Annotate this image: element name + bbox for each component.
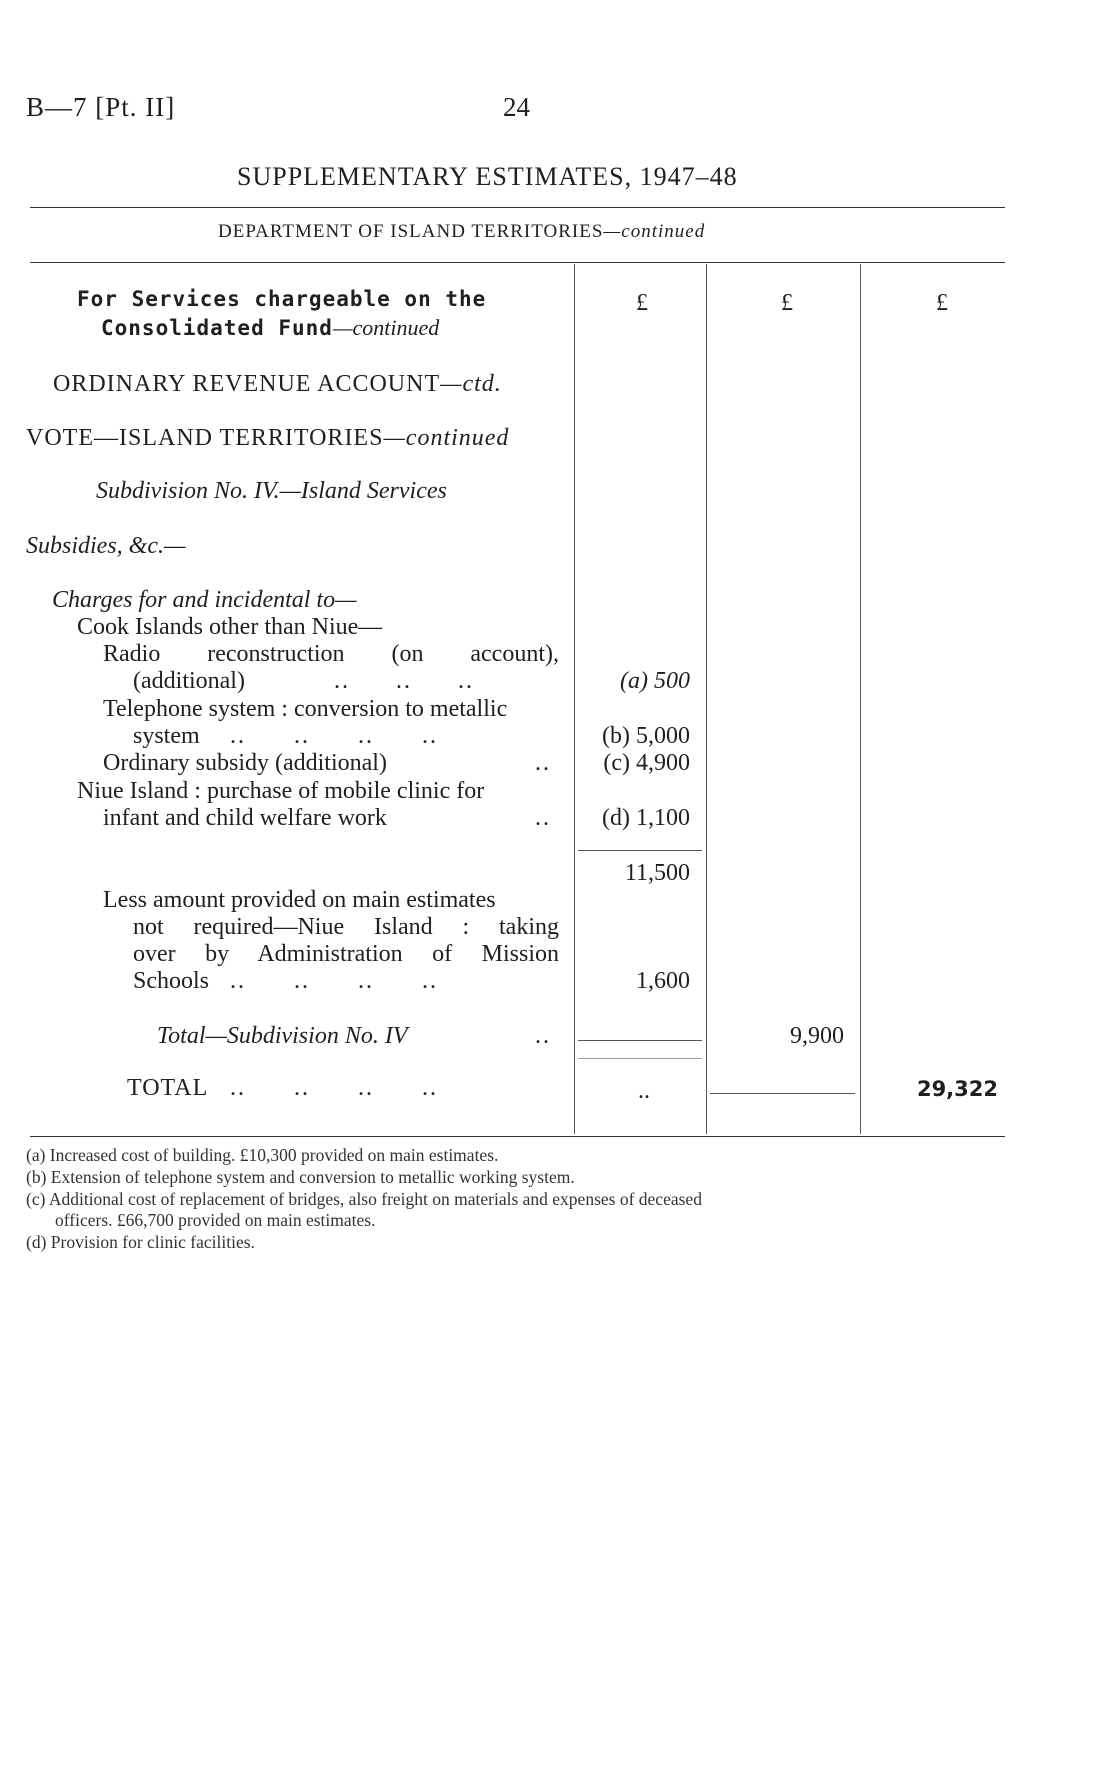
total-subdivision-dots: .. <box>535 1023 551 1049</box>
services-heading-line2 <box>101 315 439 341</box>
radio-amount <box>580 668 690 695</box>
radio-note-ref: (a) 500 <box>620 668 690 694</box>
niue-line-2: infant and child welfare work <box>103 805 387 831</box>
services-heading-line1: For Services chargeable on the <box>77 287 487 311</box>
total-leader-dots: .. .. .. .. <box>230 1075 438 1101</box>
department-rule <box>30 262 1005 263</box>
currency-header-1: £ <box>636 290 648 316</box>
less-line-1: Less amount provided on main estimates <box>103 887 496 913</box>
telephone-line-1: Telephone system : conversion to metallic <box>103 696 508 722</box>
footnote-d: (d) Provision for clinic facilities. <box>26 1232 255 1252</box>
niue-line-1: Niue Island : purchase of mobile clinic for <box>77 778 485 804</box>
charges-heading: Charges for and incidental to— <box>52 587 357 613</box>
subtotal-amount: 11,500 <box>624 860 690 886</box>
column-divider-2 <box>706 264 707 1134</box>
department-name: DEPARTMENT OF ISLAND TERRITORIES <box>218 221 604 242</box>
total-subdivision-label: Total—Subdivision No. IV <box>157 1023 408 1049</box>
total-row-rule <box>578 1058 702 1059</box>
vote-continued: —continued <box>383 425 510 451</box>
currency-header-2: £ <box>781 290 793 316</box>
department-continued: —continued <box>603 221 706 242</box>
subtotal-rule <box>578 850 702 851</box>
cook-islands-heading: Cook Islands other than Niue— <box>77 614 383 640</box>
less-amount: 1,600 <box>636 968 690 994</box>
less-line-2: not required—Niue Island : taking <box>133 914 559 940</box>
radio-leader-dots: .. .. .. <box>334 668 474 694</box>
footnote-c-line1: (c) Additional cost of replacement of bridges, also freight on materials and expenses of deceased <box>26 1189 702 1209</box>
page-title: SUPPLEMENTARY ESTIMATES, 1947–48 <box>237 162 738 191</box>
ordinary-subsidy-line: Ordinary subsidy (additional) <box>103 750 387 776</box>
total-subdivision-rule <box>578 1040 702 1041</box>
ordinary-leader-dots: .. <box>535 750 551 776</box>
title-rule <box>30 207 1005 208</box>
account-name: ORDINARY REVENUE ACCOUNT <box>53 371 441 397</box>
footnote-c-line2: officers. £66,700 provided on main estimates. <box>55 1210 376 1230</box>
heading-continued: —continued <box>332 315 440 340</box>
vote-heading <box>26 425 509 452</box>
column-divider-3 <box>860 264 861 1134</box>
footnote-rule <box>30 1136 1005 1137</box>
telephone-amount: (b) 5,000 <box>602 723 690 749</box>
footnote-a: (a) Increased cost of building. £10,300 provided on main estimates. <box>26 1145 499 1165</box>
grand-total-amount: 29,322 <box>916 1077 998 1101</box>
vote-name: VOTE—ISLAND TERRITORIES <box>26 425 384 451</box>
account-continued: —ctd. <box>440 371 502 397</box>
consolidated-fund: Consolidated Fund <box>101 316 333 340</box>
total-col2-rule <box>710 1093 855 1094</box>
total-col1-dots: .. <box>638 1078 650 1104</box>
total-subdivision-amount: 9,900 <box>790 1023 844 1049</box>
subsidies-heading: Subsidies, &c.— <box>26 533 186 559</box>
less-line-4: Schools <box>133 968 210 994</box>
telephone-leader-dots: .. .. .. .. <box>230 723 438 749</box>
page-number: 24 <box>503 92 530 122</box>
less-leader-dots: .. .. .. .. <box>230 968 438 994</box>
less-line-3: over by Administration of Mission <box>133 941 559 967</box>
account-heading <box>53 371 502 398</box>
radio-line-2: (additional) <box>133 668 245 694</box>
niue-leader-dots: .. <box>535 805 551 831</box>
footnote-b: (b) Extension of telephone system and conversion to metallic working system. <box>26 1167 575 1187</box>
document-reference: B—7 [Pt. II] <box>26 92 176 122</box>
telephone-line-2: system <box>133 723 200 749</box>
currency-header-3: £ <box>936 290 948 316</box>
radio-line-1: Radio reconstruction (on account), <box>103 641 559 667</box>
column-divider-1 <box>574 264 575 1134</box>
ordinary-amount: (c) 4,900 <box>603 750 690 776</box>
subdivision-heading: Subdivision No. IV.—Island Services <box>96 478 447 504</box>
total-label: TOTAL <box>127 1075 209 1101</box>
department-heading <box>218 221 705 243</box>
niue-amount: (d) 1,100 <box>602 805 690 831</box>
